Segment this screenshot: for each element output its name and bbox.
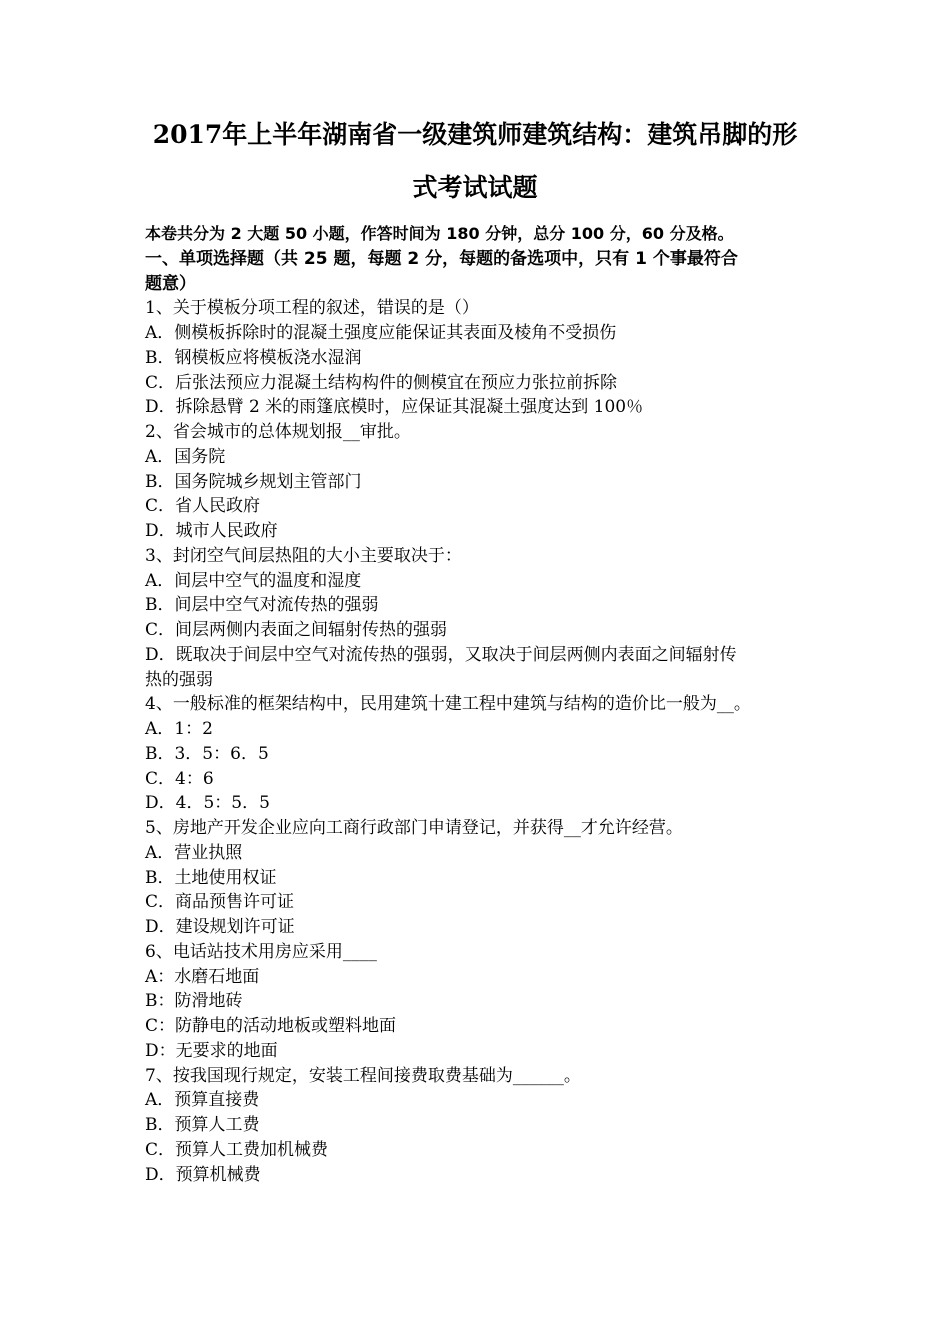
option-d: D．预算机械费 xyxy=(145,1164,261,1185)
question-stem: 6、电话站技术用房应采用____ xyxy=(145,941,377,962)
option-a: A．营业执照 xyxy=(145,842,243,863)
section-heading-line-1: 一、单项选择题（共 25 题，每题 2 分，每题的备选项中，只有 1 个事最符合 xyxy=(145,248,738,269)
question-1 xyxy=(145,296,815,420)
option-d: D．建设规划许可证 xyxy=(145,917,295,937)
option-b: B．3．5：6．5 xyxy=(145,743,269,764)
question-stem: 4、一般标准的框架结构中，民用建筑十建工程中建筑与结构的造价比一般为__。 xyxy=(145,694,751,715)
question-5 xyxy=(145,816,815,940)
option-b: B：防滑地砖 xyxy=(145,991,243,1012)
option-a: A：水磨石地面 xyxy=(145,966,260,987)
option-a: A．国务院 xyxy=(145,446,226,467)
option-c: C．预算人工费加机械费 xyxy=(145,1139,329,1160)
document-title-line-2: 式考试试题 xyxy=(412,173,538,202)
option-c: C．4：6 xyxy=(145,768,214,789)
question-stem: 7、按我国现行规定，安装工程间接费取费基础为______。 xyxy=(145,1065,581,1086)
question-2 xyxy=(145,420,815,544)
option-c: C．后张法预应力混凝土结构构件的侧模宜在预应力张拉前拆除 xyxy=(145,372,618,393)
document-body xyxy=(145,222,815,1187)
question-stem: 1、关于模板分项工程的叙述，错误的是（） xyxy=(145,298,479,319)
option-c: C．省人民政府 xyxy=(145,496,261,517)
question-4 xyxy=(145,692,815,816)
option-d: D．4．5：5．5 xyxy=(145,793,270,814)
option-a: A．侧模板拆除时的混凝土强度应能保证其表面及棱角不受损伤 xyxy=(145,323,617,343)
option-b: B．国务院城乡规划主管部门 xyxy=(145,471,362,492)
option-a: A．预算直接费 xyxy=(145,1090,260,1111)
section-heading-line-2: 题意） xyxy=(145,273,196,294)
option-d: D：无要求的地面 xyxy=(145,1040,278,1061)
question-stem: 3、封闭空气间层热阻的大小主要取决于： xyxy=(145,545,462,566)
question-6 xyxy=(145,940,815,1064)
option-b: B．土地使用权证 xyxy=(145,867,277,888)
option-c: C．间层两侧内表面之间辐射传热的强弱 xyxy=(145,620,448,640)
question-7 xyxy=(145,1064,815,1188)
exam-intro: 本卷共分为 2 大题 50 小题，作答时间为 180 分钟，总分 100 分，60 分及格。 xyxy=(145,224,734,243)
option-d-continued: 热的强弱 xyxy=(145,669,213,690)
option-a: A．1：2 xyxy=(145,719,213,739)
question-stem: 2、省会城市的总体规划报__审批。 xyxy=(145,422,411,442)
option-b: B．间层中空气对流传热的强弱 xyxy=(145,595,379,616)
option-c: C：防静电的活动地板或塑料地面 xyxy=(145,1016,397,1036)
document-title-line-1: 2017年上半年湖南省一级建筑师建筑结构：建筑吊脚的形 xyxy=(152,120,798,149)
question-3 xyxy=(145,544,815,693)
question-stem: 5、房地产开发企业应向工商行政部门申请登记，并获得__才允许经营。 xyxy=(145,818,683,838)
option-d: D．既取决于间层中空气对流传热的强弱，又取决于间层两侧内表面之间辐射传 xyxy=(145,644,737,665)
option-b: B．钢模板应将模板浇水湿润 xyxy=(145,347,362,368)
option-d: D．拆除悬臂 2 米的雨篷底模时，应保证其混凝土强度达到 100％ xyxy=(145,397,644,418)
option-d: D．城市人民政府 xyxy=(145,521,278,541)
option-c: C．商品预售许可证 xyxy=(145,892,295,913)
option-a: A．间层中空气的温度和湿度 xyxy=(145,570,362,591)
option-b: B．预算人工费 xyxy=(145,1115,260,1135)
